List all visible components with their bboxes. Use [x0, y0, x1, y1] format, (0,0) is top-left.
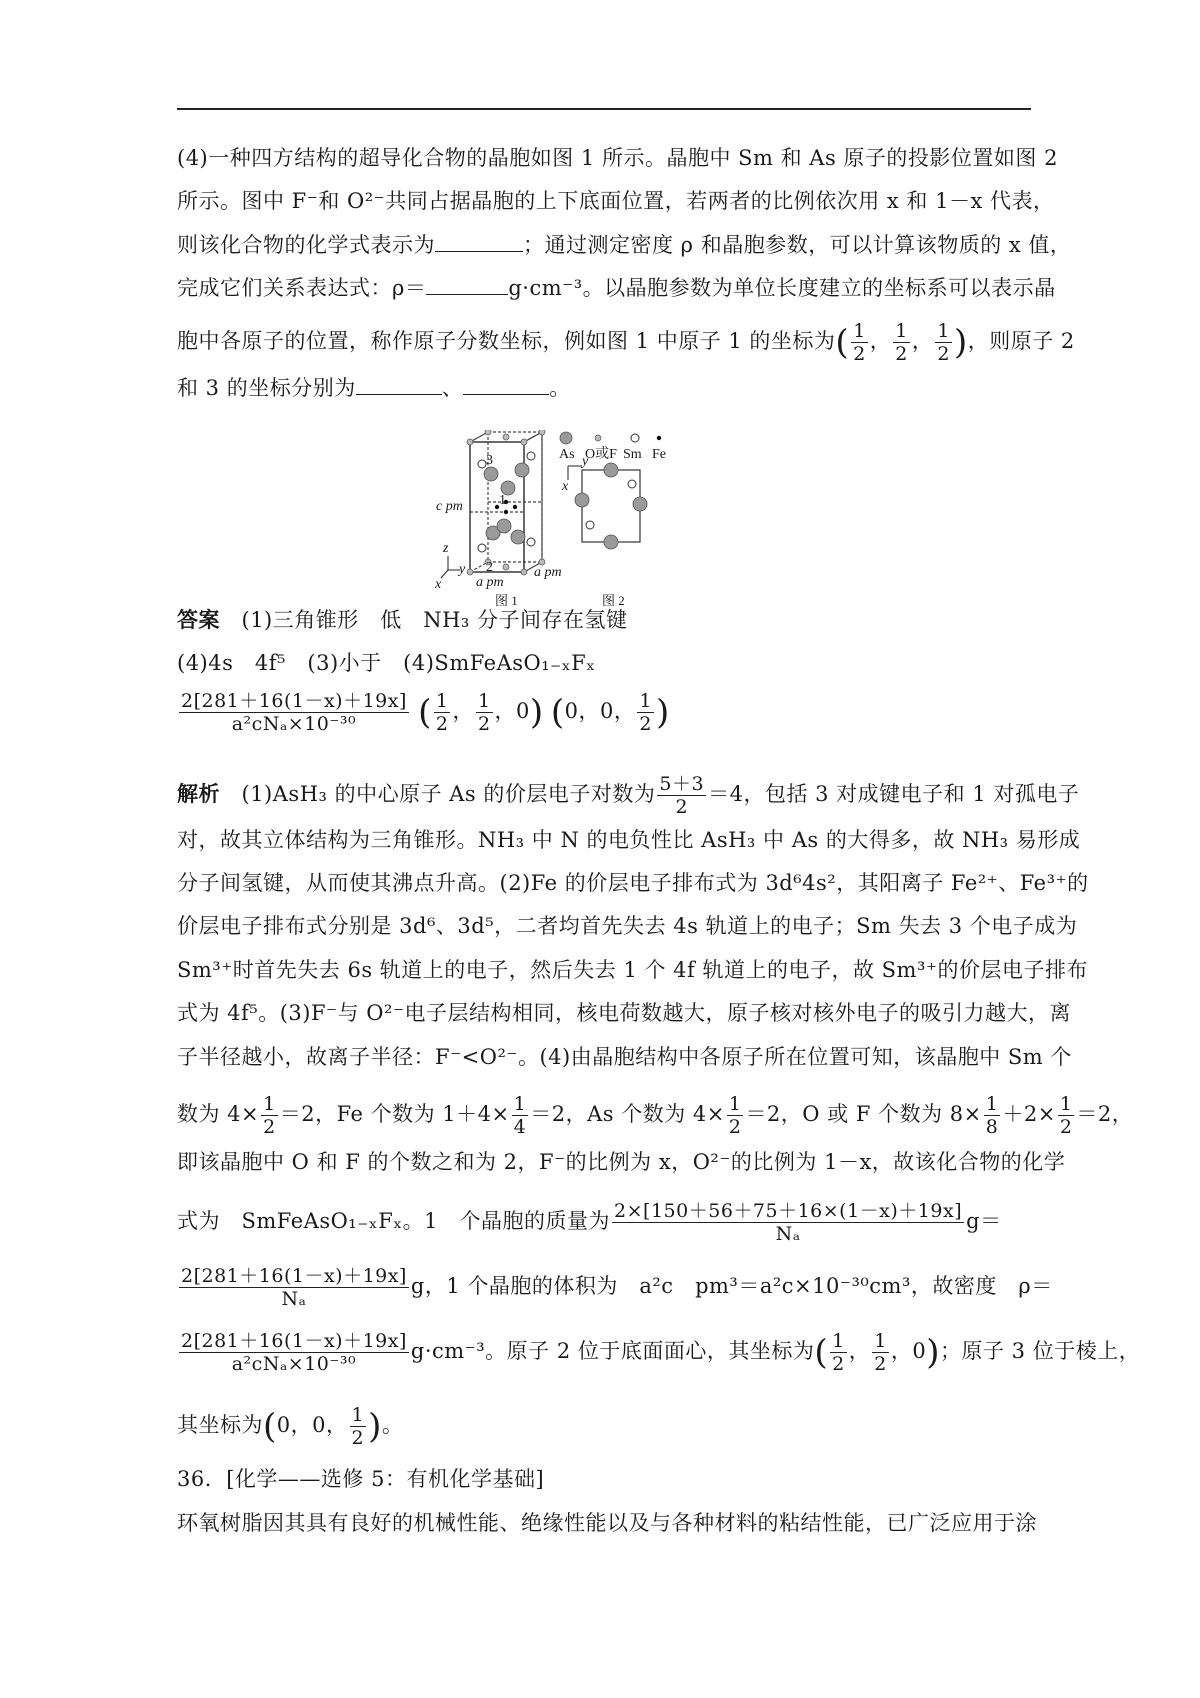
- analysis-line-10: 式为 SmFeAsO₁₋ₓFₓ。1 个晶胞的质量为 $\frac{2\times[150+56+75+16\times(1-x)+19x]}{\text{Nₐ}}$ g＝: [177, 1200, 1002, 1245]
- a-pm-label-2: a pm: [534, 565, 562, 580]
- analysis-line-2: 对，故其立体结构为三角锥形。NH₃ 中 N 的电负性比 AsH₃ 中 As 的大得多，故 NH₃ 易形成: [177, 828, 1081, 852]
- q36-title: 36．[化学——选修 5：有机化学基础]: [177, 1467, 545, 1491]
- analysis-line-11: $\frac{2[281+16(1-x)+19x]}{\text{Nₐ}}$ g，1 个晶胞的体积为 a²c pm³＝a²c×10⁻³⁰cm³，故密度 ρ＝: [181, 1265, 1053, 1310]
- analysis-line-8: 数为 4× $\frac{1}{2}$ ＝2，Fe 个数为 1＋4× $\frac{1}{4}$ ＝2，As 个数为 4× $\frac{1}{2}$ ＝2，O 或 F 个数为 8× $\frac{1}{8}$ ＋2× $\frac{1}{2}$ ＝2，: [177, 1093, 1134, 1138]
- answer-line-3: $\frac{2[281+16(1-x)+19x]}{\text{a²cNₐ×10⁻³⁰}}$ ( $\frac{1}{2}$ ， $\frac{1}{2}$ ，0) (0，0， $\frac{1}{2}$ ): [181, 690, 670, 735]
- answer-blank[interactable]: [463, 374, 549, 395]
- fig2-axis-x-label: x: [562, 479, 569, 494]
- legend-fe: Fe: [652, 447, 666, 462]
- answer-line-2: (4)4s 4f⁵ (3)小于 (4)SmFeAsO₁₋ₓFₓ: [177, 651, 596, 675]
- analysis-line-12: $\frac{2[281+16(1-x)+19x]}{\text{a²cNₐ×10⁻³⁰}}$ g·cm⁻³。原子 2 位于底面面心，其坐标为( $\frac{1}{2}$ ， $\frac{1}{2}$ ，0)；原子 3 位于棱上，: [181, 1330, 1141, 1375]
- legend-o-or-f: O或F: [585, 447, 617, 462]
- atom-3-label: 3: [486, 453, 493, 468]
- legend-sm: Sm: [623, 447, 642, 462]
- c-pm-label: c pm: [436, 499, 463, 514]
- q4-line-2: 所示。图中 F⁻和 O²⁻共同占据晶胞的上下底面位置，若两者的比例依次用 x 和 1－x 代表，: [177, 189, 1055, 213]
- atom-1-label: 1: [499, 493, 506, 508]
- q4-line-5: 胞中各原子的位置，称作原子分数坐标，例如图 1 中原子 1 的坐标为( $\frac{1}{2}$ ， $\frac{1}{2}$ ， $\frac{1}{2}$ )，则原子 2: [177, 320, 1075, 365]
- analysis-label: 解析: [177, 781, 220, 806]
- crystal-figure: [430, 430, 770, 608]
- q4-line-6: 和 3 的坐标分别为 、 。: [177, 376, 571, 400]
- q4-line-4: 完成它们关系表达式：ρ＝ g·cm⁻³。以晶胞参数为单位长度建立的坐标系可以表示晶: [177, 276, 1056, 300]
- axis-x-label: x: [435, 577, 442, 592]
- q4-line-1: (4)一种四方结构的超导化合物的晶胞如图 1 所示。晶胞中 Sm 和 As 原子的投影位置如图 2: [177, 146, 1058, 170]
- header-rule: [177, 108, 1031, 110]
- answer-blank[interactable]: [356, 374, 442, 395]
- analysis-line-13: 其坐标为(0，0， $\frac{1}{2}$ )。: [177, 1404, 404, 1449]
- fig1-caption: 图 1: [495, 593, 518, 608]
- fig2-axis-y-label: y: [582, 454, 589, 469]
- axis-y-label: y: [459, 562, 466, 577]
- answer-blank[interactable]: [435, 231, 523, 252]
- answer-label: 答案: [177, 607, 220, 632]
- analysis-line-5: Sm³⁺时首先失去 6s 轨道上的电子，然后失去 1 个 4f 轨道上的电子，故 Sm³⁺的价层电子排布: [177, 958, 1088, 982]
- q36-line-1: 环氧树脂因其具有良好的机械性能、绝缘性能以及与各种材料的粘结性能，已广泛应用于涂: [177, 1511, 1037, 1535]
- analysis-line-6: 式为 4f⁵。(3)F⁻与 O²⁻电子层结构相同，核电荷数越大，原子核对核外电子的吸引力越大，离: [177, 1001, 1072, 1025]
- fig2-caption: 图 2: [602, 593, 625, 608]
- analysis-line-4: 价层电子排布式分别是 3d⁶、3d⁵，二者均首先失去 4s 轨道上的电子；Sm 失去 3 个电子成为: [177, 914, 1078, 938]
- legend-as: As: [559, 447, 575, 462]
- answer-line-1: 答案 (1)三角锥形 低 NH₃ 分子间存在氢键: [177, 607, 628, 632]
- a-pm-label: a pm: [476, 575, 504, 590]
- answer-blank[interactable]: [426, 274, 508, 295]
- analysis-line-9: 即该晶胞中 O 和 F 的个数之和为 2，F⁻的比例为 x，O²⁻的比例为 1－x，故该化合物的化学: [177, 1150, 1066, 1174]
- atom-2-label: 2: [486, 560, 493, 575]
- analysis-line-3: 分子间氢键，从而使其沸点升高。(2)Fe 的价层电子排布式为 3d⁶4s²，其阳离子 Fe²⁺、Fe³⁺的: [177, 871, 1089, 895]
- axis-z-label: z: [443, 541, 449, 556]
- analysis-line-1: 解析 (1)AsH₃ 的中心原子 As 的价层电子对数为 $\frac{5+3}{2}$ ＝4，包括 3 对成键电子和 1 对孤电子: [177, 773, 1080, 818]
- q4-line-3: 则该化合物的化学式表示为 ；通过测定密度 ρ 和晶胞参数，可以计算该物质的 x 值，: [177, 233, 1072, 257]
- analysis-line-7: 子半径越小，故离子半径：F⁻<O²⁻。(4)由晶胞结构中各原子所在位置可知，该晶胞中 Sm 个: [177, 1045, 1072, 1069]
